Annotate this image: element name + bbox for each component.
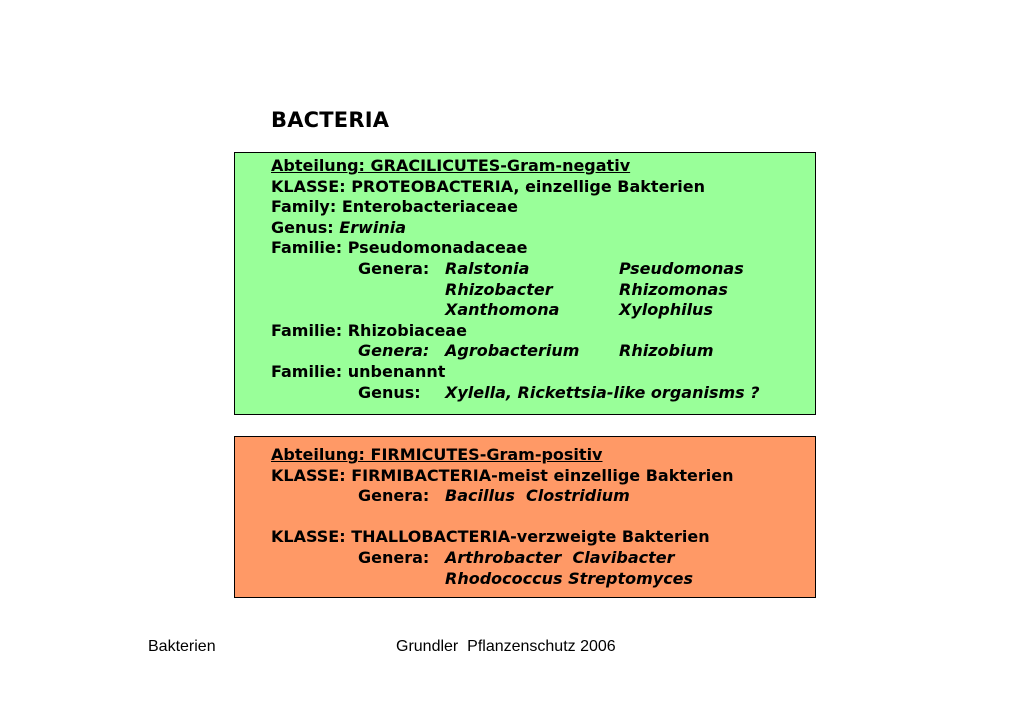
genus-label: Genus: [271, 218, 340, 237]
pseudo-genera-row [235, 300, 815, 320]
footer-left: Bakterien [148, 638, 216, 655]
thallo-genera-row [235, 548, 815, 568]
genus-item: Rhizobium [619, 341, 714, 360]
firmibacteria-klasse: KLASSE: FIRMIBACTERIA-meist einzellige Bakterien [271, 466, 734, 485]
page-title: BACTERIA [271, 108, 390, 132]
pseudo-genera-row [235, 280, 815, 300]
genus-item: Xylophilus [619, 300, 713, 319]
pseudo-genera-row [235, 259, 815, 279]
family-enterobacteriaceae: Family: Enterobacteriaceae [271, 197, 518, 216]
familie-pseudomonadaceae: Familie: Pseudomonadaceae [271, 238, 528, 257]
genus-item: Rhodococcus Streptomyces [445, 569, 694, 588]
genera-label: Genera: [358, 341, 430, 360]
genus-item: Xanthomona [445, 300, 560, 319]
footer-center: Grundler Pflanzenschutz 2006 [396, 638, 616, 655]
genus-label: Genus: [358, 383, 421, 402]
genus-erwinia-line [271, 218, 406, 238]
gram-negative-box [234, 152, 816, 415]
gram-positive-box [234, 436, 816, 598]
genera-label: Genera: [358, 486, 430, 505]
genera-label: Genera: [358, 548, 430, 567]
genus-item: Bacillus Clostridium [445, 486, 630, 505]
firmi-genera-row [235, 486, 815, 506]
genus-item: Xylella, Rickettsia-like organisms ? [445, 383, 760, 402]
familie-rhizobiaceae: Familie: Rhizobiaceae [271, 321, 467, 340]
genus-item: Agrobacterium [445, 341, 580, 360]
genus-item: Pseudomonas [619, 259, 744, 278]
genus-item: Ralstonia [445, 259, 530, 278]
proteobacteria-klasse: KLASSE: PROTEOBACTERIA, einzellige Bakterien [271, 177, 706, 196]
genus-erwinia: Erwinia [339, 218, 407, 237]
rhizo-genera-row [235, 341, 815, 361]
genus-item: Rhizobacter [445, 280, 553, 299]
genus-item: Rhizomonas [619, 280, 728, 299]
unbenannt-genus-row [235, 383, 815, 403]
familie-unbenannt: Familie: unbenannt [271, 362, 446, 381]
gram-negative-header: Abteilung: GRACILICUTES-Gram-negativ [271, 156, 631, 175]
thallobacteria-klasse: KLASSE: THALLOBACTERIA-verzweigte Bakterien [271, 527, 710, 546]
gram-positive-header: Abteilung: FIRMICUTES-Gram-positiv [271, 445, 603, 464]
genera-label: Genera: [358, 259, 430, 278]
thallo-genera-row [235, 569, 815, 589]
genus-item: Arthrobacter Clavibacter [445, 548, 675, 567]
